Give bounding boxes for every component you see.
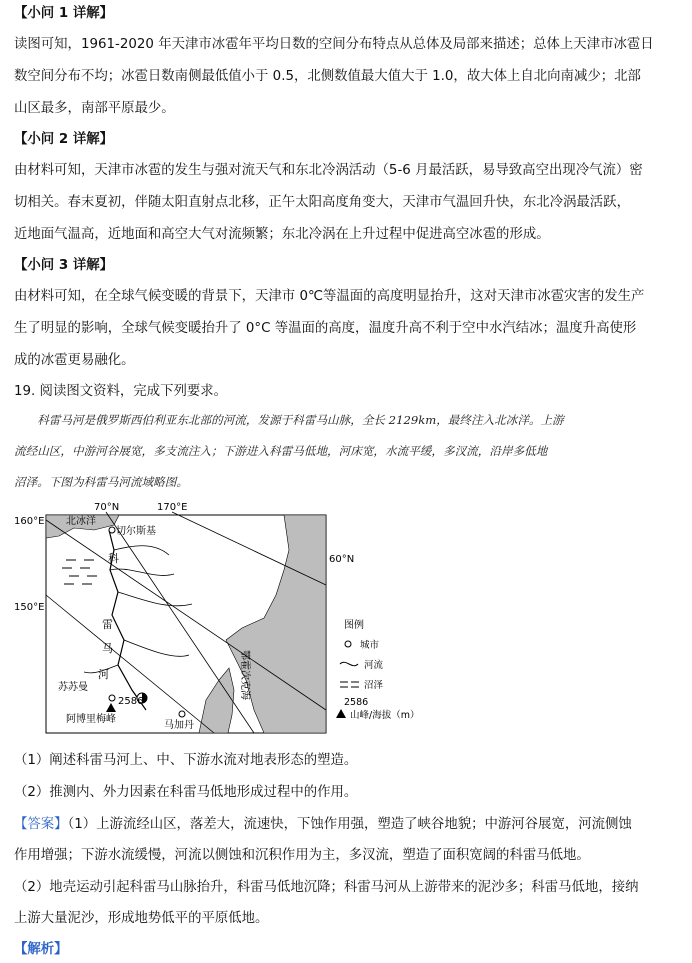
town-label: 切尔斯基	[116, 526, 156, 537]
legend-peak: 山峰/海拔（m）	[350, 710, 420, 721]
material-line: 流经山区，中游河谷展宽，多支流注入；下游进入科雷马低地，河床宽，水流平缓，多汊流，沿岸多低地	[14, 444, 548, 458]
paragraph-line: 读图可知，1961-2020 年天津市冰雹年平均日数的空间分布特点从总体及局部来描述；总体上天津市冰雹日	[14, 37, 654, 52]
lat-label: 160°E	[14, 516, 45, 527]
answer-text: （1）上游流经山区，落差大，流速快，下蚀作用强，塑造了峡谷地貌；中游河谷展宽，河流侧蚀	[67, 817, 632, 832]
lat-label: 150°E	[14, 602, 45, 613]
material-line: 科雷马河是俄罗斯西伯利亚东北部的河流，发源于科雷马山脉，全长 2129km，最终注入北冰洋。上游	[14, 413, 564, 427]
lon-label: 170°E	[157, 502, 188, 513]
lat-label-right: 60°N	[329, 554, 355, 565]
subquestion-2-header: 【小问 2 详解】	[14, 132, 113, 147]
city-marker	[109, 695, 115, 701]
kolyma-river-map	[14, 500, 454, 735]
town-label: 马加丹	[164, 720, 194, 731]
question-19-title: 19. 阅读图文资料，完成下列要求。	[14, 384, 228, 399]
paragraph-line: 山区最多，南部平原最少。	[14, 101, 175, 116]
legend-river: 河流	[364, 660, 384, 671]
paragraph-line: 生了明显的影响，全球气候变暖抬升了 0°C 等温面的高度，温度升高不利于空中水汽结冰；温度升高使形	[14, 321, 637, 336]
paragraph-line: 数空间分布不均；冰雹日数南侧最低值小于 0.5，北侧数值最大值大于 1.0，故大体上自北向南减少；北部	[14, 69, 641, 84]
question-2: （2）推测内、外力因素在科雷马低地形成过程中的作用。	[14, 785, 358, 800]
river-char: 科	[108, 552, 119, 565]
paragraph-line: 由材料可知，天津市冰雹的发生与强对流天气和东北冷涡活动（5-6 月最活跃，易导致高空出现冷气流）密	[14, 163, 643, 178]
city-marker	[109, 527, 115, 533]
okhotsk-label: 鄂霍次克海	[239, 650, 250, 700]
subquestion-1-header: 【小问 1 详解】	[14, 6, 113, 21]
lon-label: 70°N	[94, 502, 120, 513]
mountain-label: 阿博里梅峰	[66, 714, 116, 725]
legend-city: 城市	[360, 640, 380, 651]
city-marker	[179, 711, 185, 717]
paragraph-line: 近地面气温高，近地面和高空大气对流频繁；东北冷涡在上升过程中促进高空冰雹的形成。	[14, 227, 550, 242]
subquestion-3-header: 【小问 3 详解】	[14, 258, 113, 273]
answer-line: （2）地壳运动引起科雷马山脉抬升，科雷马低地沉降；科雷马河从上游带来的泥沙多；科雷马低地，接纳	[14, 880, 639, 895]
river-char: 雷	[102, 618, 113, 631]
answer-line: 作用增强；下游水流缓慢，河流以侧蚀和沉积作用为主，多汊流，塑造了面积宽阔的科雷马低地。	[14, 848, 590, 863]
answer-line: 上游大量泥沙，形成地势低平的平原低地。	[14, 911, 269, 926]
river-char: 马	[102, 642, 113, 655]
answer-line-1	[14, 815, 632, 835]
legend-marsh: 沼泽	[364, 680, 384, 691]
river-char: 河	[98, 668, 109, 681]
paragraph-line: 切相关。春末夏初，伴随太阳直射点北移，正午太阳高度角变大，天津市气温回升快，东北冷涡最活跃，	[14, 195, 630, 210]
legend-title: 图例	[344, 620, 364, 631]
analysis-tag: 【解析】	[14, 942, 68, 957]
town-label: 苏苏曼	[58, 682, 88, 693]
material-line: 沼泽。下图为科雷马河流域略图。	[14, 475, 188, 489]
question-1: （1）阐述科雷马河上、中、下游水流对地表形态的塑造。	[14, 753, 358, 768]
sea-label: 北冰洋	[66, 516, 96, 527]
peak-elevation: 2586	[118, 696, 144, 707]
paragraph-line: 由材料可知，在全球气候变暖的背景下，天津市 0℃等温面的高度明显抬升，这对天津市冰雹灾害的发生产	[14, 289, 645, 304]
paragraph-line: 成的冰雹更易融化。	[14, 353, 135, 368]
legend-peak-value: 2586	[344, 697, 369, 708]
answer-tag: 【答案】	[14, 817, 68, 832]
